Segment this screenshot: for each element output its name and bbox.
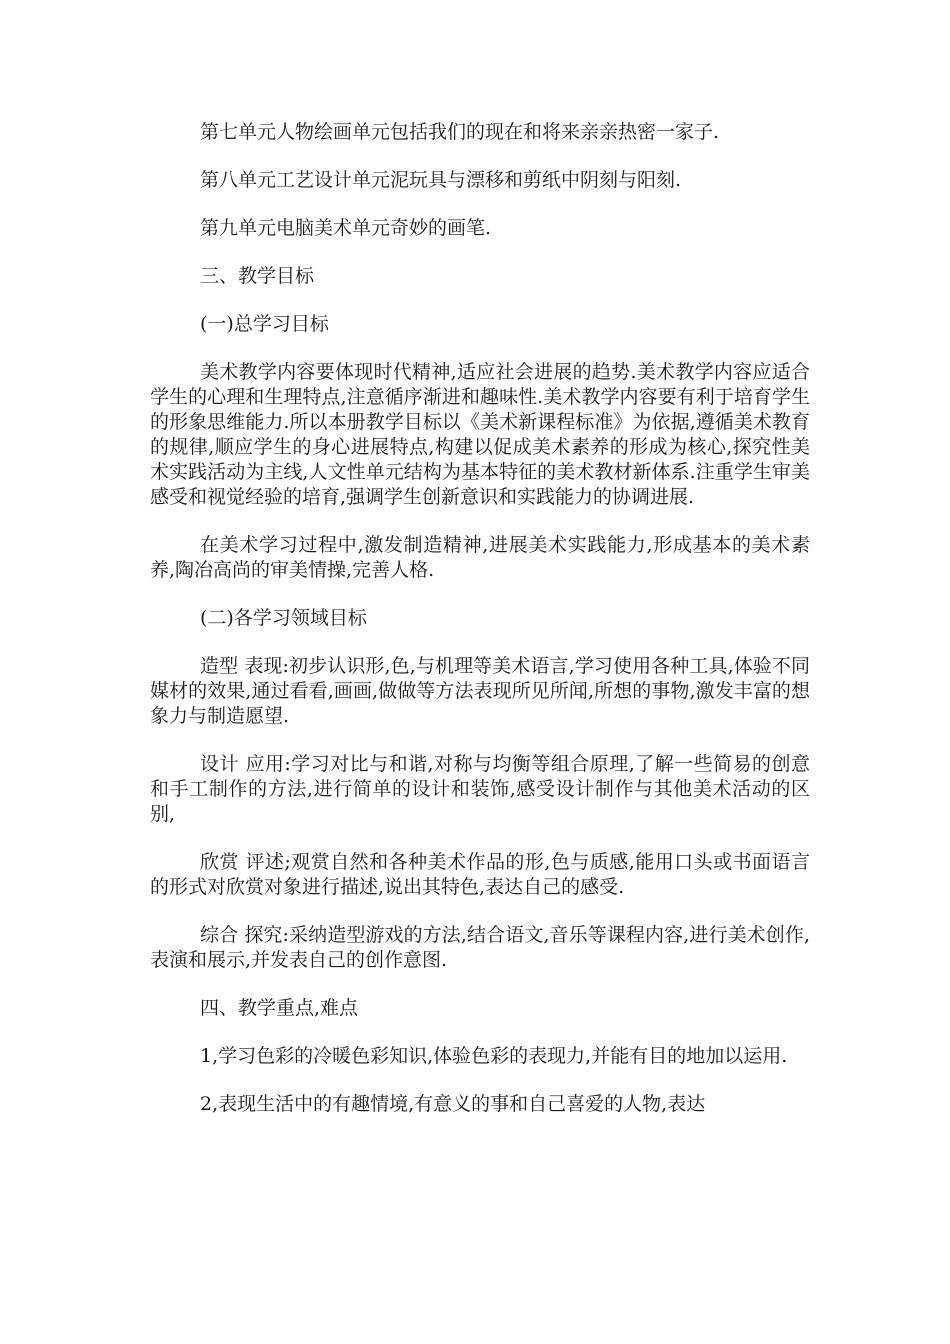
paragraph-key-point-2: 2,表现生活中的有趣情境,有意义的事和自己喜爱的人物,表达 — [200, 1093, 706, 1115]
subheading-domain-goals: (二)各学习领域目标 — [200, 607, 367, 629]
paragraph-overall-goals: 美术教学内容要体现时代精神,适应社会进展的趋势.美术教学内容应适合学生的心理和生理特点,注意循序渐进和趣味性.美术教学内容要有利于培育学生的形象思维能力.所以本册教学目标以《美术新课程标准》为依据,遵循美术教育的规律,顺应学生的身心进展特点,构建以促成美术素养的形成为核心,探究性美术实践活动为主线,人文性单元结构为基本特征的美术教材新体系.注重学生审美感受和视觉经验的培育,强调学生创新意识和实践能力的协调进展. — [150, 361, 810, 508]
paragraph-unit-7: 第七单元人物绘画单元包括我们的现在和将来亲亲热密一家子. — [200, 121, 720, 143]
paragraph-learning-process: 在美术学习过程中,激发制造精神,进展美术实践能力,形成基本的美术素养,陶冶高尚的审美情操,完善人格. — [150, 534, 810, 581]
paragraph-unit-8: 第八单元工艺设计单元泥玩具与漂移和剪纸中阴刻与阳刻. — [200, 169, 682, 191]
subheading-overall-goals: (一)总学习目标 — [200, 313, 329, 335]
paragraph-unit-9: 第九单元电脑美术单元奇妙的画笔. — [200, 217, 492, 239]
document-body — [150, 120, 810, 1140]
paragraph-design-application: 设计 应用:学习对比与和谐,对称与均衡等组合原理,了解一些简易的创意和手工制作的方法,进行简单的设计和装饰,感受设计制作与其他美术活动的区别, — [150, 753, 810, 825]
paragraph-comprehensive-inquiry: 综合 探究:采纳造型游戏的方法,结合语文,音乐等课程内容,进行美术创作,表演和展示,并发表自己的创作意图. — [150, 924, 810, 971]
section-heading-teaching-goals: 三、教学目标 — [200, 265, 315, 287]
paragraph-appreciation-review: 欣赏 评述;观赏自然和各种美术作品的形,色与质感,能用口头或书面语言的形式对欣赏对象进行描述,说出其特色,表达自己的感受. — [150, 851, 810, 898]
paragraph-modeling-expression: 造型 表现:初步认识形,色,与机理等美术语言,学习使用各种工具,体验不同媒材的效果,通过看看,画画,做做等方法表现所见所闻,所想的事物,激发丰富的想象力与制造愿望. — [150, 655, 810, 727]
paragraph-key-point-1: 1,学习色彩的冷暖色彩知识,体验色彩的表现力,并能有目的地加以运用. — [200, 1045, 788, 1067]
section-heading-key-points: 四、教学重点,难点 — [200, 997, 359, 1019]
